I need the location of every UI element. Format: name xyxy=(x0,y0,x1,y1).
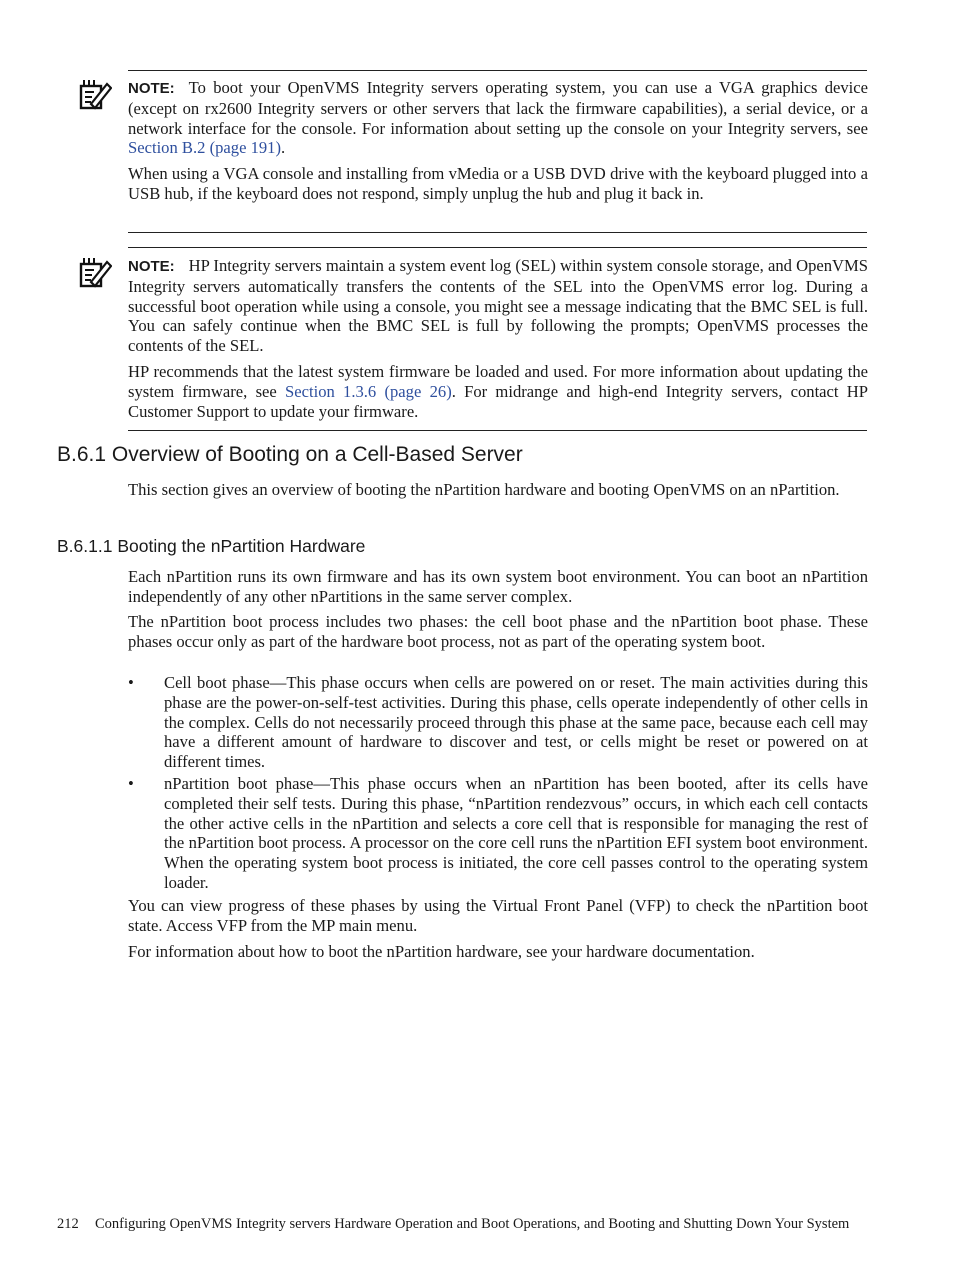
footer-title: Configuring OpenVMS Integrity servers Hardware Operation and Boot Operations, and Booting and Shutting Down Your System xyxy=(95,1216,850,1232)
subsection-paragraph-4: For information about how to boot the nPartition hardware, see your hardware documentation. xyxy=(128,942,755,961)
note-1-paragraph-1: NOTE: To boot your OpenVMS Integrity servers operating system, you can use a VGA graphics device (except on rx2600 Integrity servers or other servers that lack the firmware capabilities), a serial device, or a network interface for the console. For information about setting up the console on your Integrity servers, see Section B.2 (page 191). xyxy=(128,78,868,158)
bullet-item-cell-boot-phase: Cell boot phase—This phase occurs when cells are powered on or reset. The main activities during this phase are the power-on-self-test activities. During this phase, cells operate independently of other cells in the complex. Cells do not necessarily proceed through this phase at the same pace, because each cell may have a different amount of hardware to discover and test, or cells might be reset or powered on at different times. xyxy=(164,673,868,772)
subsection-paragraph-2: The nPartition boot process includes two phases: the cell boot phase and the nPartition boot phase. These phases occur only as part of the hardware boot process, not as part of the operating system boot. xyxy=(128,612,868,651)
note-pencil-icon xyxy=(78,256,112,290)
note-label: NOTE: xyxy=(128,80,175,97)
section-1-3-6-link[interactable]: Section 1.3.6 (page 26) xyxy=(285,381,452,401)
note-label: NOTE: xyxy=(128,258,175,275)
note-1-paragraph-2: When using a VGA console and installing from vMedia or a USB DVD drive with the keyboard plugged into a USB hub, if the keyboard does not respond, simply unplug the hub and plug it back in. xyxy=(128,164,868,203)
section-heading: B.6.1 Overview of Booting on a Cell-Based Server xyxy=(57,443,523,466)
bullet-item-npartition-boot-phase: nPartition boot phase—This phase occurs when an nPartition has been booted, after its cells have completed their self tests. During this phase, “nPartition rendezvous” occurs, in which each cell contacts the other active cells in the nPartition and selects a core cell that is responsible for managing the rest of the nPartition boot process. A processor on the core cell runs the nPartition EFI system boot environment. When the operating system boot process is initiated, the core cell passes control to the operating system loader. xyxy=(164,774,868,892)
bullet-marker: • xyxy=(128,673,134,692)
note-2-paragraph-1 xyxy=(128,256,868,356)
section-b2-link[interactable]: Section B.2 (page 191) xyxy=(128,138,281,158)
note-1-text: To boot your OpenVMS Integrity servers operating system, you can use a VGA graphics device (except on rx2600 Integrity servers or other servers that lack the firmware capabilities), a serial device, or a network interface for the console. For information about setting up the console on your Integrity servers, see xyxy=(128,78,868,138)
note-pencil-icon xyxy=(78,78,112,112)
subsection-paragraph-1: Each nPartition runs its own firmware and has its own system boot environment. You can boot an nPartition independently of any other nPartitions in the same server complex. xyxy=(128,567,868,606)
page-number: 212 xyxy=(57,1216,79,1232)
bullet-marker: • xyxy=(128,774,134,793)
subsection-paragraph-3: You can view progress of these phases by using the Virtual Front Panel (VFP) to check the nPartition boot state. Access VFP from the MP main menu. xyxy=(128,896,868,935)
subsection-heading: B.6.1.1 Booting the nPartition Hardware xyxy=(57,536,366,556)
note-2-text: HP Integrity servers maintain a system event log (SEL) within system console storage, and OpenVMS Integrity servers automatically transfers the contents of the SEL into the OpenVMS error log. During a successful boot operation while using a console, you might see a message indicating that the BMC SEL is full. You can safely continue when the BMC SEL is full by following the prompts; OpenVMS processes the contents of the SEL. xyxy=(128,256,868,356)
note-2-paragraph-2: HP recommends that the latest system firmware be loaded and used. For more information about updating the system firmware, see Section 1.3.6 (page 26). For midrange and high-end Integrity servers, contact HP Customer Support to update your firmware. xyxy=(128,362,868,421)
section-intro: This section gives an overview of booting the nPartition hardware and booting OpenVMS on an nPartition. xyxy=(128,480,840,499)
